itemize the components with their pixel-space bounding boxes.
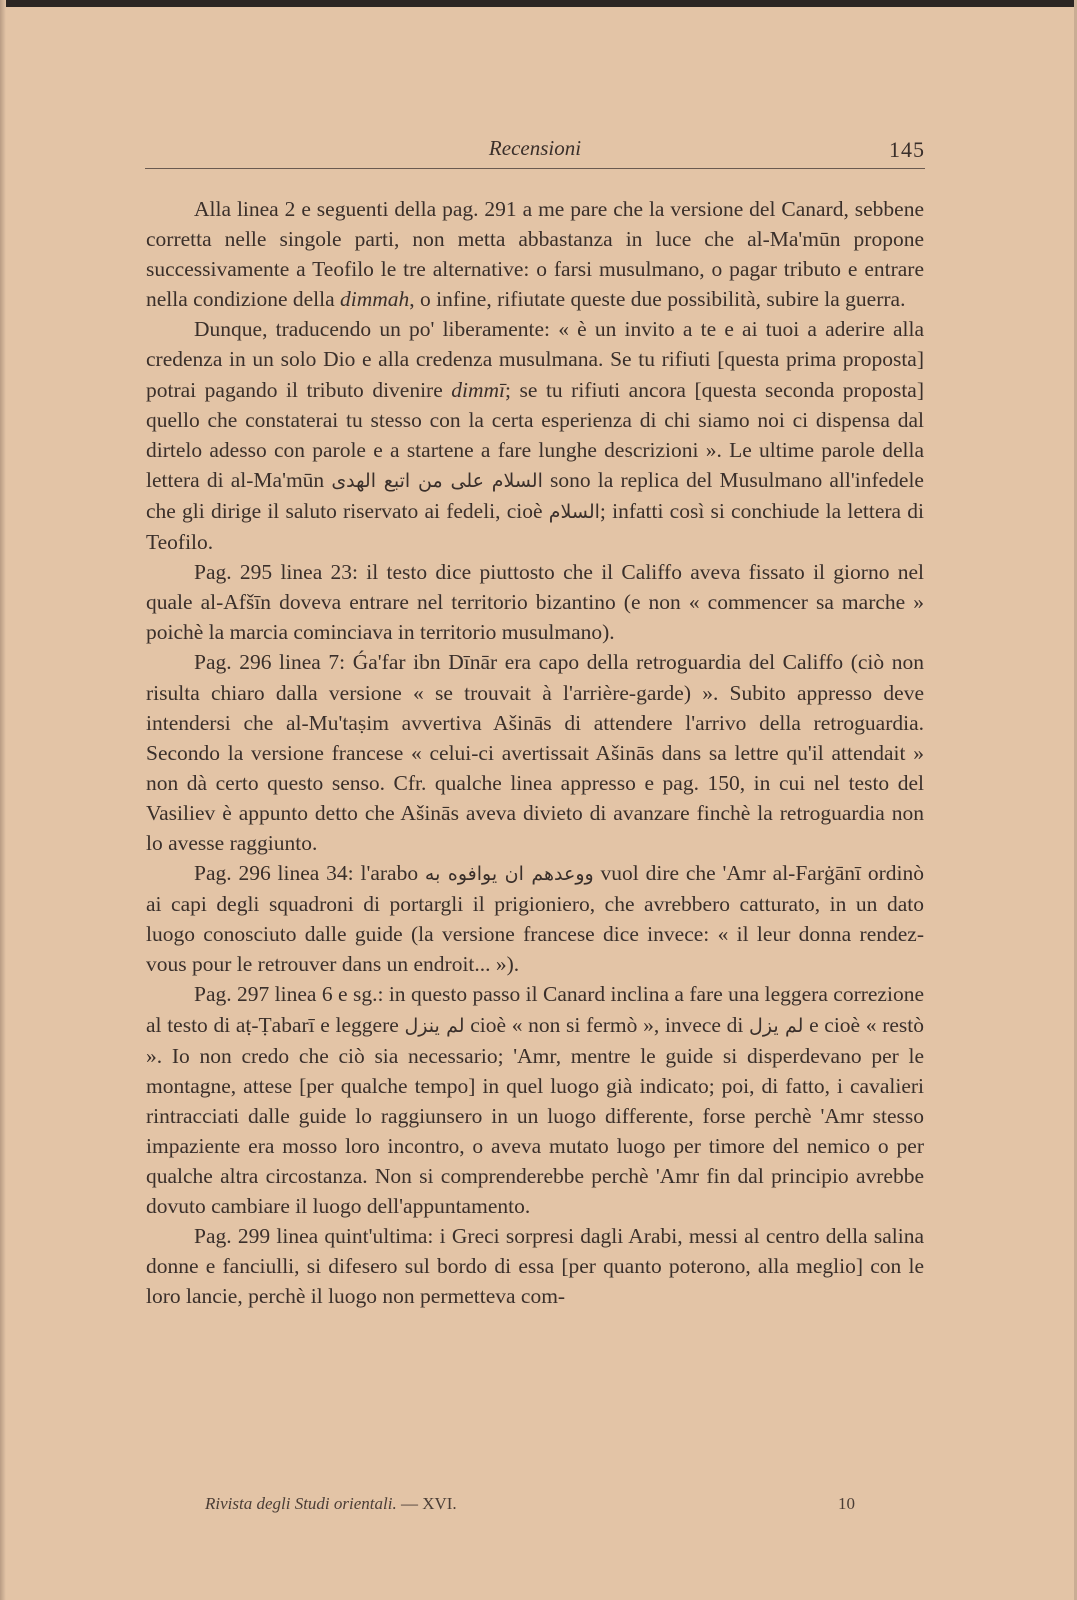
paragraph-5 bbox=[146, 858, 924, 979]
paragraph-text: Pag. 296 linea 34: l'arabo bbox=[194, 861, 425, 886]
left-binding-edge bbox=[0, 0, 6, 1600]
running-header bbox=[145, 134, 925, 169]
italic-term-dimmi: dimmī bbox=[451, 377, 506, 402]
paragraph-text: e cioè « restò ». Io non credo che ciò sia necessario; 'Amr, mentre le guide si disperdevano per le montagne, attese [per qualche tempo] in quel luogo già indicato; poi, di fatto, i cavalieri rintracciati dalle guide lo raggiunsero in un luogo differente, forse perchè 'Amr stesso impaziente era mosso loro incontro, o aveva mutato luogo per timore del nemico o per qualche altra circostanza. Non si comprenderebbe perchè 'Amr fin dal principio avrebbe dovuto cambiare il luogo dell'appuntamento. bbox=[146, 1012, 924, 1219]
paragraph-3 bbox=[146, 557, 924, 647]
page-number: 145 bbox=[889, 137, 925, 162]
paragraph-text: Pag. 296 linea 7: Ǵa'far ibn Dīnār era capo della retroguardia del Califfo (ciò non risulta chiaro dalla versione « se trouvait à l'arrière-garde) ». Subito appresso deve intendersi che al-Mu'taṣim avvertiva Ašinās di attendere l'arrivo della retroguardia. Secondo la versione francese « celui-ci avertissait Ašinās dans sa lettre qu'il attendait » non dà certo questo senso. Cfr. qualche linea appresso e pag. 150, in cui nel testo del Vasiliev è appunto detto che Ašinās aveva divieto di avanzare finchè la retroguardia non lo avesse raggiunto. bbox=[146, 650, 924, 855]
footer-dash: — bbox=[400, 1494, 418, 1513]
paragraph-4 bbox=[146, 647, 924, 858]
paragraph-text: Dunque, traducendo un po' liberamente: « è un invito a te e ai tuoi a aderire alla credenza in un solo Dio e alla credenza musulmana. Se tu rifiuti [questa prima proposta] potrai pagando il tributo divenire bbox=[146, 317, 924, 402]
paragraph-text: Alla linea 2 e seguenti della pag. 291 a me pare che la versione del Canard, sebbene corretta nelle singole parti, non metta abbastanza in luce che al-Ma'mūn propone successivamente a Teofilo le tre alternative: o farsi musulmano, o pagar tributo e entrare nella condizione della bbox=[146, 197, 924, 312]
paragraph-text: ; se tu rifiuti ancora [questa seconda proposta] quello che constaterai tu stesso con la certa esperienza di chi siamo noi ci dispensa dal dirtelo adesso con parole e a startene a fare lunghe descrizioni ». Le ultime parole della lettera di al-Ma'mūn bbox=[146, 377, 925, 492]
journal-title: Rivista degli Studi orientali. bbox=[205, 1494, 397, 1513]
top-edge-shadow bbox=[0, 0, 1077, 7]
paragraph-text: cioè « non si fermò », invece di bbox=[464, 1012, 750, 1037]
paragraph-text: vuol dire che 'Amr al-Farġānī ordinò ai capi degli squadroni di portargli il prigioniero, che avrebbero catturato, in un dato luogo conosciuto dalle guide (la versione francese dice invece: « il leur donna rendez-vous pour le retrouver dans un endroit... »). bbox=[146, 861, 924, 977]
paragraph-2 bbox=[146, 314, 924, 557]
paragraph-text: sono la replica del Musulmano all'infedele che gli dirige il saluto riservato ai fedeli, cioè bbox=[146, 467, 924, 523]
paragraph-6 bbox=[146, 979, 924, 1221]
paragraph-text: , o infine, rifiutate queste due possibilità, subire la guerra. bbox=[409, 287, 906, 312]
paragraph-text: Pag. 297 linea 6 e sg.: in questo passo il Canard inclina a fare una leggera correzione al testo di aṭ-Ṭabarī e leggere bbox=[146, 982, 924, 1037]
italic-term-dimmah: dimmah bbox=[340, 287, 410, 312]
arabic-quote: السلام bbox=[548, 500, 600, 523]
paragraph-text: Pag. 295 linea 23: il testo dice piuttosto che il Califfo aveva fissato il giorno nel quale al-Afšīn doveva entrare nel territorio bizantino (e non « commencer sa marche » poichè la marcia cominciava in territorio musulmano). bbox=[146, 560, 924, 645]
paragraph-1 bbox=[146, 194, 924, 314]
journal-signature bbox=[205, 1494, 457, 1514]
paragraph-7 bbox=[146, 1221, 924, 1311]
paragraph-text: ; infatti così si conchiude la lettera di Teofilo. bbox=[146, 498, 924, 555]
page-body bbox=[146, 194, 924, 1311]
journal-volume: XVI. bbox=[422, 1494, 457, 1513]
arabic-quote: لم يزل bbox=[749, 1014, 804, 1037]
arabic-quote: السلام على من اتبع الهدى bbox=[331, 469, 543, 492]
arabic-quote: ووعدهم ان يوافوه به bbox=[424, 863, 594, 886]
running-title: Recensioni bbox=[488, 136, 582, 160]
arabic-quote: لم ينزل bbox=[404, 1014, 465, 1037]
sheet-number: 10 bbox=[838, 1494, 855, 1513]
paragraph-text: Pag. 299 linea quint'ultima: i Greci sorpresi dagli Arabi, messi al centro della salina donne e fanciulli, si difesero sul bordo di essa [per quanto poterono, alla meglio] con le loro lancie, perchè il luogo non permetteva com- bbox=[146, 1224, 924, 1309]
page-footer bbox=[205, 1494, 855, 1518]
